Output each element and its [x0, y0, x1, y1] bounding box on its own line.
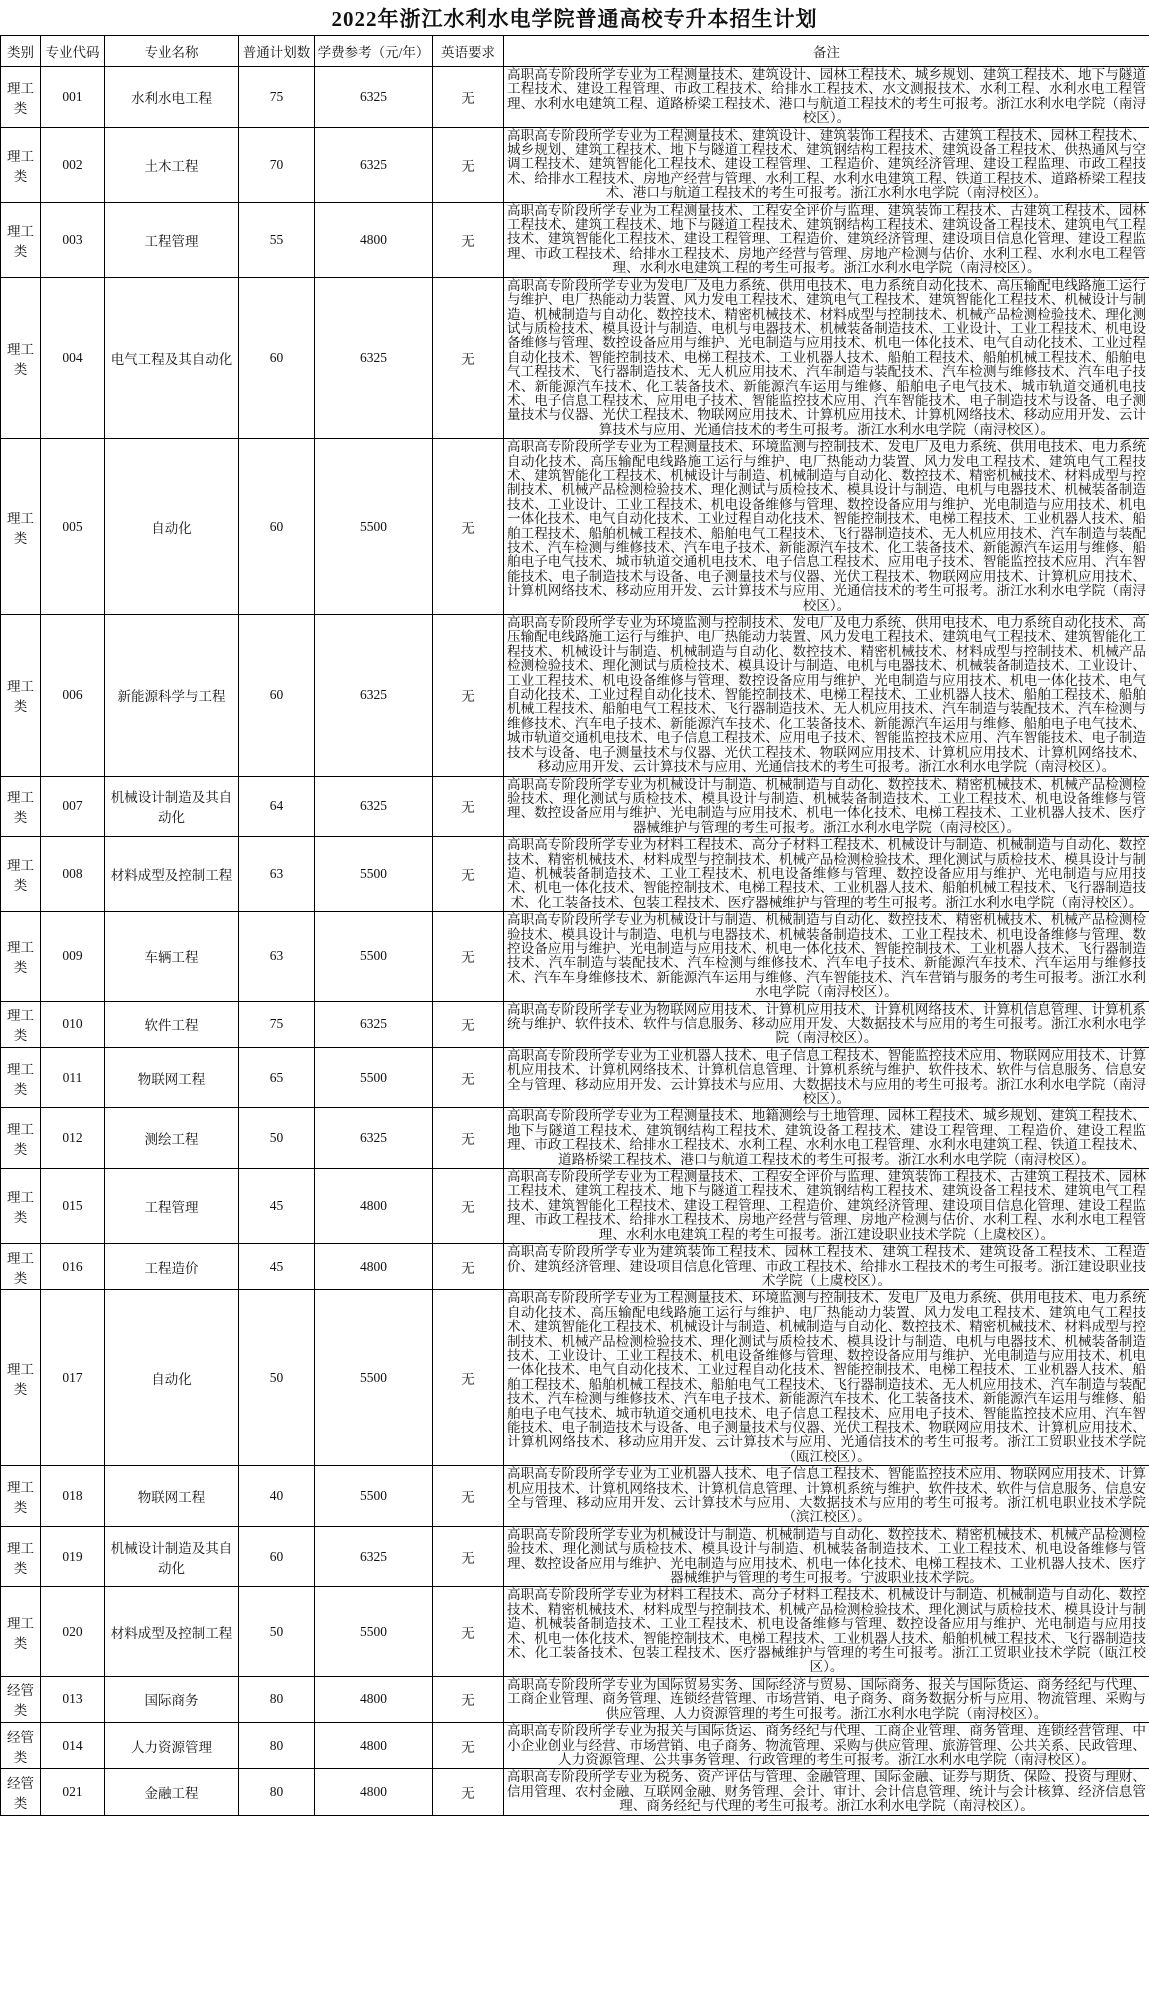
- cell-english-requirement: 无: [433, 1169, 504, 1244]
- cell-tuition: 6325: [315, 67, 433, 128]
- cell-major-name: 工程管理: [105, 202, 239, 277]
- cell-major-name: 材料成型及控制工程: [105, 1587, 239, 1676]
- table-row: [1, 1526, 1149, 1587]
- cell-category: 理工类: [1, 1466, 41, 1527]
- cell-major-code: 017: [41, 1290, 105, 1466]
- cell-remark: 高职高专阶段所学专业为机械设计与制造、机械制造与自动化、数控技术、精密机械技术、机械产品检测检验技术、理化测试与质检技术、模具设计与制造、机械装备制造技术、工业工程技术、机电设备维修与管理、数控设备应用与维护、光电制造与应用技术、机电一体化技术、电梯工程技术、工业机器人技术、医疗器械维护与管理的考生可报考。浙江水利水电学院（南浔校区）。: [504, 776, 1149, 837]
- column-header-english-requirement: 英语要求: [433, 36, 504, 67]
- table-row: [1, 1676, 1149, 1722]
- cell-plan-count: 60: [239, 439, 315, 615]
- cell-english-requirement: 无: [433, 1769, 504, 1815]
- cell-major-name: 自动化: [105, 1290, 239, 1466]
- column-header-remark: 备注: [504, 36, 1149, 67]
- cell-category: 理工类: [1, 1526, 41, 1587]
- cell-category: 理工类: [1, 202, 41, 277]
- cell-category: 理工类: [1, 615, 41, 776]
- table-row: [1, 1466, 1149, 1527]
- table-row: [1, 912, 1149, 1001]
- cell-plan-count: 60: [239, 277, 315, 438]
- cell-plan-count: 60: [239, 615, 315, 776]
- cell-major-code: 016: [41, 1244, 105, 1290]
- cell-plan-count: 65: [239, 1047, 315, 1108]
- cell-tuition: 4800: [315, 1169, 433, 1244]
- cell-english-requirement: 无: [433, 1047, 504, 1108]
- cell-major-name: 金融工程: [105, 1769, 239, 1815]
- cell-category: 理工类: [1, 1047, 41, 1108]
- table-row: [1, 1001, 1149, 1047]
- cell-english-requirement: 无: [433, 1723, 504, 1769]
- table-row: [1, 1723, 1149, 1769]
- table-row: [1, 615, 1149, 776]
- cell-plan-count: 55: [239, 202, 315, 277]
- cell-category: 经管类: [1, 1769, 41, 1815]
- cell-major-name: 自动化: [105, 439, 239, 615]
- cell-remark: 高职高专阶段所学专业为机械设计与制造、机械制造与自动化、数控技术、精密机械技术、机械产品检测检验技术、模具设计与制造、电机与电器技术、机械装备制造技术、工业工程技术、机电设备维修与管理、数控设备应用与维护、光电制造与应用技术、机电一体化技术、智能控制技术、工业机器人技术、飞行器制造技术、汽车制造与装配技术、汽车检测与维修技术、汽车电子技术、新能源汽车技术、汽车运用与维修技术、汽车车身维修技术、新能源汽车运用与维修、汽车智能技术、汽车营销与服务的考生可报考。浙江水利水电学院（南浔校区）。: [504, 912, 1149, 1001]
- cell-category: 理工类: [1, 1108, 41, 1169]
- table-row: [1, 1769, 1149, 1815]
- cell-major-name: 工程管理: [105, 1169, 239, 1244]
- cell-remark: 高职高专阶段所学专业为材料工程技术、高分子材料工程技术、机械设计与制造、机械制造与自动化、数控技术、精密机械技术、材料成型与控制技术、机械产品检测检验技术、理化测试与质检技术、模具设计与制造、机械装备制造技术、工业工程技术、机电设备维修与管理、数控设备应用与维护、光电制造与应用技术、机电一体化技术、智能控制技术、电梯工程技术、工业机器人技术、船舶机械工程技术、飞行器制造技术、化工装备技术、包装工程技术、医疗器械维护与管理的考生可报考。浙江水利水电学院（南浔校区）。: [504, 837, 1149, 912]
- table-row: [1, 776, 1149, 837]
- cell-tuition: 5500: [315, 912, 433, 1001]
- cell-category: 理工类: [1, 776, 41, 837]
- cell-category: 理工类: [1, 1587, 41, 1676]
- cell-english-requirement: 无: [433, 776, 504, 837]
- cell-tuition: 6325: [315, 127, 433, 202]
- cell-english-requirement: 无: [433, 439, 504, 615]
- cell-tuition: 4800: [315, 1769, 433, 1815]
- cell-tuition: 4800: [315, 1244, 433, 1290]
- cell-remark: 高职高专阶段所学专业为工业机器人技术、电子信息工程技术、智能监控技术应用、物联网应用技术、计算机应用技术、计算机网络技术、计算机信息管理、计算机系统与维护、软件技术、软件与信息服务、信息安全与管理、移动应用开发、云计算技术与应用、大数据技术与应用的考生可报考。浙江水利水电学院（南浔校区）。: [504, 1047, 1149, 1108]
- cell-english-requirement: 无: [433, 202, 504, 277]
- cell-major-name: 物联网工程: [105, 1466, 239, 1527]
- cell-major-code: 004: [41, 277, 105, 438]
- cell-remark: 高职高专阶段所学专业为工程测量技术、地籍测绘与土地管理、园林工程技术、城乡规划、建筑工程技术、地下与隧道工程技术、建筑钢结构工程技术、建筑设备工程技术、建设工程管理、工程造价、建设工程监理、市政工程技术、给排水工程技术、水利工程、水利水电工程管理、水利水电建筑工程、铁道工程技术、道路桥梁工程技术、港口与航道工程技术的考生可报考。浙江水利水电学院（南浔校区）。: [504, 1108, 1149, 1169]
- cell-remark: 高职高专阶段所学专业为发电厂及电力系统、供用电技术、电力系统自动化技术、高压输配电线路施工运行与维护、电厂热能动力装置、风力发电工程技术、建筑电气工程技术、建筑智能化工程技术、机械设计与制造、机械制造与自动化、数控技术、精密机械技术、材料成型与控制技术、机械产品检测检验技术、理化测试与质检技术、模具设计与制造、电机与电器技术、机械装备制造技术、工业设计、工业工程技术、机电设备维修与管理、数控设备应用与维护、光电制造与应用技术、机电一体化技术、电气自动化技术、工业过程自动化技术、智能控制技术、电梯工程技术、工业机器人技术、船舶工程技术、船舶机械工程技术、船舶电气工程技术、飞行器制造技术、无人机应用技术、汽车制造与装配技术、汽车检测与维修技术、汽车电子技术、新能源汽车技术、化工装备技术、新能源汽车运用与维修、船舶电子电气技术、城市轨道交通机电技术、电子信息工程技术、应用电子技术、智能监控技术应用、汽车智能技术、电子制造技术与设备、电子测量技术与仪器、光伏工程技术、物联网应用技术、计算机应用技术、计算机网络技术、移动应用开发、云计算技术与应用、光通信技术的考生可报考。浙江水利水电学院（南浔校区）。: [504, 277, 1149, 438]
- cell-english-requirement: 无: [433, 1290, 504, 1466]
- cell-plan-count: 63: [239, 837, 315, 912]
- cell-major-name: 工程造价: [105, 1244, 239, 1290]
- cell-remark: 高职高专阶段所学专业为建筑装饰工程技术、园林工程技术、建筑工程技术、建筑设备工程技术、工程造价、建筑经济管理、建设项目信息化管理、市政工程技术、给排水工程技术的考生可报考。浙江建设职业技术学院（上虞校区）。: [504, 1244, 1149, 1290]
- column-header-plan-count: 普通计划数: [239, 36, 315, 67]
- cell-major-code: 006: [41, 615, 105, 776]
- cell-major-code: 011: [41, 1047, 105, 1108]
- cell-plan-count: 80: [239, 1769, 315, 1815]
- cell-plan-count: 63: [239, 912, 315, 1001]
- cell-major-code: 020: [41, 1587, 105, 1676]
- cell-remark: 高职高专阶段所学专业为物联网应用技术、计算机应用技术、计算机网络技术、计算机信息管理、计算机系统与维护、软件技术、软件与信息服务、移动应用开发、大数据技术与应用的考生可报考。浙江水利水电学院（南浔校区）。: [504, 1001, 1149, 1047]
- cell-major-name: 测绘工程: [105, 1108, 239, 1169]
- cell-plan-count: 64: [239, 776, 315, 837]
- cell-remark: 高职高专阶段所学专业为工程测量技术、环境监测与控制技术、发电厂及电力系统、供用电技术、电力系统自动化技术、高压输配电线路施工运行与维护、电厂热能动力装置、风力发电工程技术、建筑电气工程技术、建筑智能化工程技术、机械设计与制造、机械制造与自动化、数控技术、精密机械技术、材料成型与控制技术、机械产品检测检验技术、理化测试与质检技术、模具设计与制造、电机与电器技术、机械装备制造技术、工业设计、工业工程技术、机电设备维修与管理、数控设备应用与维护、光电制造与应用技术、机电一体化技术、电气自动化技术、工业过程自动化技术、智能控制技术、电梯工程技术、工业机器人技术、船舶工程技术、船舶机械工程技术、船舶电气工程技术、飞行器制造技术、无人机应用技术、汽车制造与装配技术、汽车检测与维修技术、汽车电子技术、新能源汽车技术、化工装备技术、新能源汽车运用与维修、船舶电子电气技术、城市轨道交通机电技术、电子信息工程技术、应用电子技术、智能监控技术应用、汽车智能技术、电子制造技术与设备、电子测量技术与仪器、光伏工程技术、物联网应用技术、计算机应用技术、计算机网络技术、移动应用开发、云计算技术与应用、光通信技术的考生可报考。浙江水利水电学院（南浔校区）。: [504, 439, 1149, 615]
- table-row: [1, 1244, 1149, 1290]
- cell-english-requirement: 无: [433, 277, 504, 438]
- cell-plan-count: 50: [239, 1290, 315, 1466]
- cell-tuition: 6325: [315, 615, 433, 776]
- cell-remark: 高职高专阶段所学专业为机械设计与制造、机械制造与自动化、数控技术、精密机械技术、机械产品检测检验技术、理化测试与质检技术、模具设计与制造、机械装备制造技术、工业工程技术、机电设备维修与管理、数控设备应用与维护、光电制造与应用技术、机电一体化技术、电梯工程技术、工业机器人技术、医疗器械维护与管理的考生可报考。宁波职业技术学院。: [504, 1526, 1149, 1587]
- table-row: [1, 127, 1149, 202]
- cell-major-code: 005: [41, 439, 105, 615]
- cell-english-requirement: 无: [433, 837, 504, 912]
- cell-major-name: 物联网工程: [105, 1047, 239, 1108]
- table-row: [1, 1047, 1149, 1108]
- cell-category: 理工类: [1, 277, 41, 438]
- cell-tuition: 5500: [315, 439, 433, 615]
- cell-english-requirement: 无: [433, 1526, 504, 1587]
- cell-english-requirement: 无: [433, 67, 504, 128]
- cell-major-name: 软件工程: [105, 1001, 239, 1047]
- cell-english-requirement: 无: [433, 912, 504, 1001]
- cell-major-name: 电气工程及其自动化: [105, 277, 239, 438]
- cell-remark: 高职高专阶段所学专业为工程测量技术、工程安全评价与监理、建筑装饰工程技术、古建筑工程技术、园林工程技术、建筑工程技术、地下与隧道工程技术、建筑钢结构工程技术、建筑设备工程技术、建筑电气工程技术、建筑智能化工程技术、建设工程管理、工程造价、建筑经济管理、建设项目信息化管理、建设工程监理、市政工程技术、给排水工程技术、房地产经营与管理、房地产检测与估价、水利工程、水利水电工程管理、水利水电建筑工程的考生可报考。浙江水利水电学院（南浔校区）。: [504, 202, 1149, 277]
- cell-english-requirement: 无: [433, 1676, 504, 1722]
- cell-major-code: 002: [41, 127, 105, 202]
- cell-plan-count: 80: [239, 1723, 315, 1769]
- column-header-major-code: 专业代码: [41, 36, 105, 67]
- cell-tuition: 6325: [315, 1526, 433, 1587]
- cell-plan-count: 60: [239, 1526, 315, 1587]
- cell-tuition: 6325: [315, 277, 433, 438]
- table-row: [1, 1169, 1149, 1244]
- cell-major-code: 015: [41, 1169, 105, 1244]
- table-row: [1, 1290, 1149, 1466]
- table-row: [1, 202, 1149, 277]
- cell-plan-count: 80: [239, 1676, 315, 1722]
- cell-remark: 高职高专阶段所学专业为国际贸易实务、国际经济与贸易、国际商务、报关与国际货运、商务经纪与代理、工商企业管理、商务管理、连锁经营管理、市场营销、电子商务、商务数据分析与应用、物流管理、采购与供应管理、人力资源管理的考生可报考。浙江水利水电学院（南浔校区）。: [504, 1676, 1149, 1722]
- table-row: [1, 1587, 1149, 1676]
- cell-major-name: 人力资源管理: [105, 1723, 239, 1769]
- cell-category: 经管类: [1, 1676, 41, 1722]
- cell-tuition: 4800: [315, 1723, 433, 1769]
- cell-remark: 高职高专阶段所学专业为环境监测与控制技术、发电厂及电力系统、供用电技术、电力系统自动化技术、高压输配电线路施工运行与维护、电厂热能动力装置、风力发电工程技术、建筑电气工程技术、建筑智能化工程技术、机械设计与制造、机械制造与自动化、数控技术、精密机械技术、材料成型与控制技术、机械产品检测检验技术、理化测试与质检技术、模具设计与制造、电机与电器技术、机械装备制造技术、工业设计、工业工程技术、机电设备维修与管理、数控设备应用与维护、光电制造与应用技术、机电一体化技术、电气自动化技术、工业过程自动化技术、智能控制技术、电梯工程技术、工业机器人技术、船舶工程技术、船舶机械工程技术、船舶电气工程技术、飞行器制造技术、无人机应用技术、汽车制造与装配技术、汽车检测与维修技术、汽车电子技术、新能源汽车技术、化工装备技术、新能源汽车运用与维修、船舶电子电气技术、城市轨道交通机电技术、电子信息工程技术、应用电子技术、智能监控技术应用、汽车智能技术、电子制造技术与设备、电子测量技术与仪器、光伏工程技术、物联网应用技术、计算机应用技术、计算机网络技术、移动应用开发、云计算技术与应用、光通信技术的考生可报考。浙江水利水电学院（南浔校区）。: [504, 615, 1149, 776]
- cell-english-requirement: 无: [433, 1587, 504, 1676]
- cell-major-code: 014: [41, 1723, 105, 1769]
- cell-remark: 高职高专阶段所学专业为工程测量技术、工程安全评价与监理、建筑装饰工程技术、古建筑工程技术、园林工程技术、建筑工程技术、地下与隧道工程技术、建筑钢结构工程技术、建筑设备工程技术、建筑电气工程技术、建筑智能化工程技术、建设工程管理、工程造价、建筑经济管理、建设项目信息化管理、建设工程监理、市政工程技术、给排水工程技术、房地产经营与管理、房地产检测与估价、水利工程、水利水电工程管理、水利水电建筑工程的考生可报考。浙江建设职业技术学院（上虞校区）。: [504, 1169, 1149, 1244]
- enrollment-plan-table: [0, 35, 1149, 1816]
- cell-plan-count: 70: [239, 127, 315, 202]
- cell-plan-count: 75: [239, 1001, 315, 1047]
- cell-remark: 高职高专阶段所学专业为材料工程技术、高分子材料工程技术、机械设计与制造、机械制造与自动化、数控技术、精密机械技术、材料成型与控制技术、机械产品检测检验技术、理化测试与质检技术、模具设计与制造、机械装备制造技术、工业工程技术、机电设备维修与管理、数控设备应用与维护、光电制造与应用技术、机电一体化技术、智能控制技术、电梯工程技术、工业机器人技术、船舶机械工程技术、飞行器制造技术、化工装备技术、包装工程技术、医疗器械维护与管理的考生可报考。浙江工贸职业技术学院（瓯江校区）。: [504, 1587, 1149, 1676]
- table-row: [1, 837, 1149, 912]
- cell-major-name: 土木工程: [105, 127, 239, 202]
- cell-tuition: 5500: [315, 1587, 433, 1676]
- cell-category: 理工类: [1, 127, 41, 202]
- cell-category: 理工类: [1, 1169, 41, 1244]
- cell-major-name: 机械设计制造及其自动化: [105, 776, 239, 837]
- cell-major-code: 008: [41, 837, 105, 912]
- cell-major-code: 019: [41, 1526, 105, 1587]
- cell-remark: 高职高专阶段所学专业为税务、资产评估与管理、金融管理、国际金融、证券与期货、保险、投资与理财、信用管理、农村金融、互联网金融、财务管理、会计、审计、会计信息管理、统计与会计核算、经济信息管理、商务经纪与代理的考生可报考。浙江水利水电学院（南浔校区）。: [504, 1769, 1149, 1815]
- cell-category: 理工类: [1, 912, 41, 1001]
- cell-major-code: 007: [41, 776, 105, 837]
- cell-tuition: 4800: [315, 1676, 433, 1722]
- cell-major-name: 新能源科学与工程: [105, 615, 239, 776]
- cell-english-requirement: 无: [433, 1108, 504, 1169]
- cell-plan-count: 45: [239, 1169, 315, 1244]
- table-header-row: [1, 36, 1149, 67]
- cell-category: 理工类: [1, 1001, 41, 1047]
- column-header-major-name: 专业名称: [105, 36, 239, 67]
- cell-remark: 高职高专阶段所学专业为工程测量技术、环境监测与控制技术、发电厂及电力系统、供用电技术、电力系统自动化技术、高压输配电线路施工运行与维护、电厂热能动力装置、风力发电工程技术、建筑电气工程技术、建筑智能化工程技术、机械设计与制造、机械制造与自动化、数控技术、精密机械技术、材料成型与控制技术、机械产品检测检验技术、理化测试与质检技术、模具设计与制造、电机与电器技术、机械装备制造技术、工业设计、工业工程技术、机电设备维修与管理、数控设备应用与维护、光电制造与应用技术、机电一体化技术、电气自动化技术、工业过程自动化技术、智能控制技术、电梯工程技术、工业机器人技术、船舶工程技术、船舶机械工程技术、船舶电气工程技术、飞行器制造技术、无人机应用技术、汽车制造与装配技术、汽车检测与维修技术、汽车电子技术、新能源汽车技术、化工装备技术、新能源汽车运用与维修、船舶电子电气技术、城市轨道交通机电技术、电子信息工程技术、应用电子技术、智能监控技术应用、汽车智能技术、电子制造技术与设备、电子测量技术与仪器、光伏工程技术、物联网应用技术、计算机应用技术、计算机网络技术、移动应用开发、云计算技术与应用、光通信技术的考生可报考。浙江工贸职业技术学院（瓯江校区）。: [504, 1290, 1149, 1466]
- cell-category: 经管类: [1, 1723, 41, 1769]
- cell-category: 理工类: [1, 1290, 41, 1466]
- cell-major-code: 003: [41, 202, 105, 277]
- cell-plan-count: 45: [239, 1244, 315, 1290]
- cell-major-name: 国际商务: [105, 1676, 239, 1722]
- cell-major-code: 013: [41, 1676, 105, 1722]
- cell-tuition: 6325: [315, 1001, 433, 1047]
- cell-major-name: 机械设计制造及其自动化: [105, 1526, 239, 1587]
- cell-remark: 高职高专阶段所学专业为工业机器人技术、电子信息工程技术、智能监控技术应用、物联网应用技术、计算机应用技术、计算机网络技术、计算机信息管理、计算机系统与维护、软件技术、软件与信息服务、信息安全与管理、移动应用开发、云计算技术与应用、大数据技术与应用的考生可报考。浙江机电职业技术学院（滨江校区）。: [504, 1466, 1149, 1527]
- page-title: 2022年浙江水利水电学院普通高校专升本招生计划: [331, 7, 818, 31]
- column-header-category: 类别: [1, 36, 41, 67]
- cell-major-code: 001: [41, 67, 105, 128]
- cell-category: 理工类: [1, 837, 41, 912]
- column-header-tuition: 学费参考（元/年）: [315, 36, 433, 67]
- table-row: [1, 439, 1149, 615]
- table-row: [1, 1108, 1149, 1169]
- table-row: [1, 67, 1149, 128]
- cell-remark: 高职高专阶段所学专业为报关与国际货运、商务经纪与代理、工商企业管理、商务管理、连锁经营管理、中小企业创业与经营、市场营销、电子商务、物流管理、采购与供应管理、旅游管理、公共关系、民政管理、人力资源管理、公共事务管理、行政管理的考生可报考。浙江水利水电学院（南浔校区）。: [504, 1723, 1149, 1769]
- cell-major-name: 车辆工程: [105, 912, 239, 1001]
- cell-tuition: 5500: [315, 1290, 433, 1466]
- cell-tuition: 5500: [315, 837, 433, 912]
- cell-major-name: 水利水电工程: [105, 67, 239, 128]
- cell-category: 理工类: [1, 439, 41, 615]
- cell-major-code: 010: [41, 1001, 105, 1047]
- cell-major-name: 材料成型及控制工程: [105, 837, 239, 912]
- cell-tuition: 6325: [315, 1108, 433, 1169]
- cell-english-requirement: 无: [433, 1244, 504, 1290]
- cell-plan-count: 40: [239, 1466, 315, 1527]
- cell-plan-count: 50: [239, 1108, 315, 1169]
- cell-tuition: 5500: [315, 1466, 433, 1527]
- cell-english-requirement: 无: [433, 615, 504, 776]
- cell-plan-count: 50: [239, 1587, 315, 1676]
- table-row: [1, 277, 1149, 438]
- cell-english-requirement: 无: [433, 127, 504, 202]
- cell-remark: 高职高专阶段所学专业为工程测量技术、建筑设计、园林工程技术、城乡规划、建筑工程技术、地下与隧道工程技术、建设工程管理、市政工程技术、给排水工程技术、水文测报技术、水利工程、水利水电工程管理、水利水电建筑工程、道路桥梁工程技术、港口与航道工程技术的考生可报考。浙江水利水电学院（南浔校区）。: [504, 67, 1149, 128]
- cell-remark: 高职高专阶段所学专业为工程测量技术、建筑设计、建筑装饰工程技术、古建筑工程技术、园林工程技术、城乡规划、建筑工程技术、地下与隧道工程技术、建筑钢结构工程技术、建筑设备工程技术、供热通风与空调工程技术、建筑智能化工程技术、建设工程管理、工程造价、建筑经济管理、建设工程监理、市政工程技术、给排水工程技术、房地产经营与管理、水利工程、水利水电建筑工程、铁道工程技术、道路桥梁工程技术、港口与航道工程技术的考生可报考。浙江水利水电学院（南浔校区）。: [504, 127, 1149, 202]
- cell-english-requirement: 无: [433, 1466, 504, 1527]
- cell-category: 理工类: [1, 67, 41, 128]
- cell-major-code: 018: [41, 1466, 105, 1527]
- cell-tuition: 4800: [315, 202, 433, 277]
- cell-major-code: 021: [41, 1769, 105, 1815]
- cell-tuition: 6325: [315, 776, 433, 837]
- cell-english-requirement: 无: [433, 1001, 504, 1047]
- cell-category: 理工类: [1, 1244, 41, 1290]
- cell-major-code: 009: [41, 912, 105, 1001]
- table-body: [1, 67, 1149, 1816]
- cell-major-code: 012: [41, 1108, 105, 1169]
- cell-plan-count: 75: [239, 67, 315, 128]
- cell-tuition: 5500: [315, 1047, 433, 1108]
